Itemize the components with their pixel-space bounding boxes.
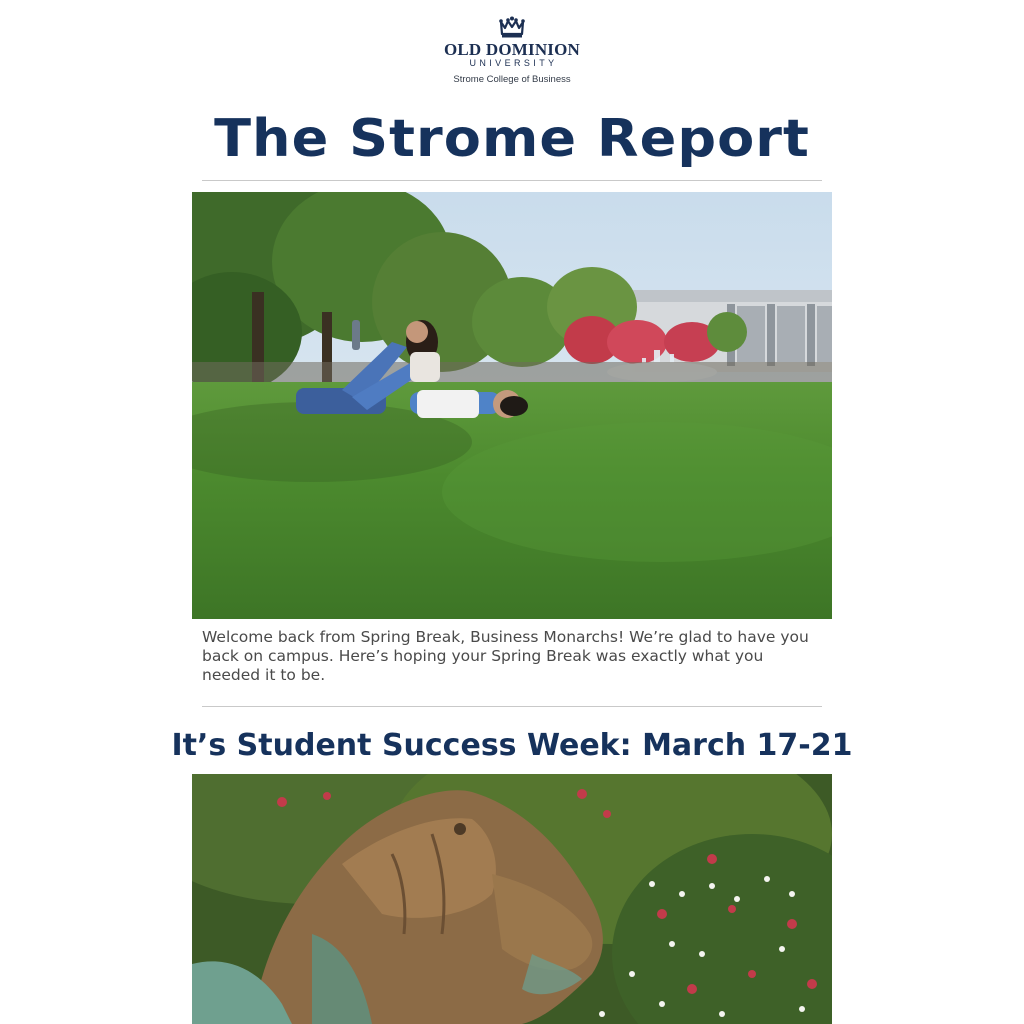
crown-icon: [499, 16, 525, 38]
university-name: OLD DOMINION: [443, 40, 581, 59]
campus-lawn-image: [192, 192, 832, 619]
divider: [202, 180, 822, 181]
university-subtitle: UNIVERSITY: [469, 58, 558, 68]
section-heading[interactable]: It’s Student Success Week: March 17-21: [171, 728, 853, 763]
hero-photo-campus-lawn[interactable]: [192, 192, 832, 619]
college-name: Strome College of Business: [453, 74, 571, 85]
divider: [202, 706, 822, 707]
lion-statue-photo[interactable]: [192, 774, 832, 1024]
university-logo[interactable]: [0, 16, 1024, 86]
lion-statue-image: [192, 774, 832, 1024]
intro-paragraph: Welcome back from Spring Break, Business Monarchs! We’re glad to have you back on campus. Here’s hoping your Spring Break was exactly what you needed it to be.: [202, 628, 809, 684]
newsletter-title: The Strome Report: [214, 109, 810, 169]
